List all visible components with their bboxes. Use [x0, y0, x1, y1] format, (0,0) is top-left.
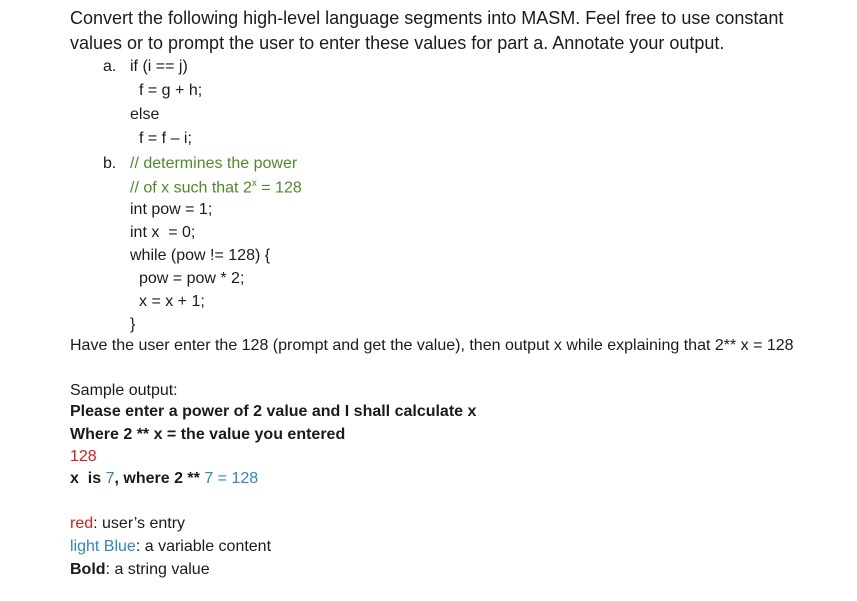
sample-prompt-line: Please enter a power of 2 value and I shall calculate x [70, 403, 477, 420]
part-a-code-line: else [130, 106, 160, 123]
part-a-label: a. [103, 58, 117, 75]
intro-line-2: values or to prompt the user to enter these values for part a. Annotate your output. [70, 33, 725, 53]
sample-result-line [70, 471, 258, 487]
part-a-code-line: if (i == j) [130, 58, 188, 75]
legend-red [70, 516, 185, 532]
part-b-code-line: x = x + 1; [139, 293, 205, 310]
result-variable: 7 [105, 470, 115, 487]
part-b-code-line: while (pow != 128) { [130, 247, 271, 264]
result-text: x is [70, 470, 106, 487]
legend-blue-label: light Blue [70, 538, 136, 555]
part-b-code-line: } [130, 316, 136, 333]
part-a-code-line: f = g + h; [139, 82, 203, 99]
legend-bold-label: Bold [70, 561, 106, 578]
legend-blue [70, 539, 271, 555]
sample-prompt-line: Where 2 ** x = the value you entered [70, 426, 346, 443]
code-comment: // determines the power [130, 155, 298, 172]
legend-red-text: : user’s entry [93, 515, 186, 532]
result-variable: 7 = 128 [204, 470, 259, 487]
legend-bold [70, 562, 210, 578]
part-b-code-line: pow = pow * 2; [139, 270, 245, 287]
code-comment [130, 179, 302, 196]
part-b-code-line: int pow = 1; [130, 201, 213, 218]
part-b-code-line: int x = 0; [130, 224, 196, 241]
legend-blue-text: : a variable content [135, 538, 272, 555]
sample-heading: Sample output: [70, 382, 178, 399]
sample-user-entry: 128 [70, 448, 97, 465]
result-text: , where 2 ** [114, 470, 205, 487]
legend-bold-text: : a string value [105, 561, 210, 578]
legend-red-label: red [70, 515, 94, 532]
instruction-text: Have the user enter the 128 (prompt and get the value), then output x while explaining that 2** x = 128 [70, 337, 794, 354]
comment-text: // of x such that 2 [130, 179, 252, 197]
comment-text: = 128 [256, 179, 302, 197]
exponent: x [251, 178, 257, 189]
intro-line-1: Convert the following high-level language segments into MASM. Feel free to use constant [70, 8, 784, 28]
part-b-label: b. [103, 155, 117, 172]
part-a-code-line: f = f – i; [139, 130, 192, 147]
